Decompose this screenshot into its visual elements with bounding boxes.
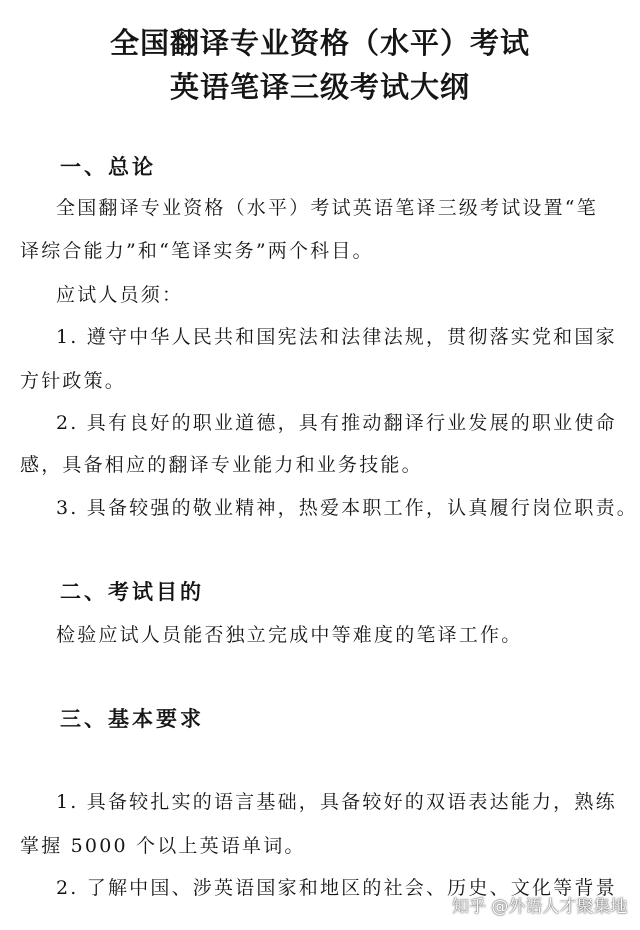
- list-item-line: 3. 具备较强的敬业精神，热爱本职工作，认真履行岗位职责。: [56, 497, 638, 519]
- section-heading-basic-requirements: 三、基本要求: [60, 707, 204, 731]
- paragraph-line: 检验应试人员能否独立完成中等难度的笔译工作。: [56, 624, 523, 646]
- list-item-line: 1. 具备较扎实的语言基础，具备较好的双语表达能力，熟练: [56, 791, 617, 813]
- paragraph-line: 译综合能力”和“笔译实务”两个科目。: [20, 240, 374, 262]
- document-title-line-1: 全国翻译专业资格（水平）考试: [109, 26, 530, 60]
- list-item-line: 2. 具有良好的职业道德，具有推动翻译行业发展的职业使命: [56, 412, 617, 434]
- watermark: 知乎 @外语人才聚集地: [452, 897, 628, 917]
- document-title-line-2: 英语笔译三级考试大纲: [169, 70, 470, 104]
- section-heading-exam-purpose: 二、考试目的: [60, 580, 204, 604]
- paragraph-line: 全国翻译专业资格（水平）考试英语笔译三级考试设置“笔: [56, 197, 598, 219]
- paragraph-line: 应试人员须：: [56, 284, 184, 306]
- list-item-line: 1. 遵守中华人民共和国宪法和法律法规，贯彻落实党和国家: [56, 326, 617, 348]
- section-heading-general: 一、总论: [60, 155, 156, 179]
- list-item-line: 方针政策。: [20, 370, 127, 392]
- list-item-line: 2. 了解中国、涉英语国家和地区的社会、历史、文化等背景: [56, 877, 617, 899]
- list-item-line: 掌握 5000 个以上英语单词。: [20, 835, 306, 857]
- list-item-line: 感，具备相应的翻译专业能力和业务技能。: [20, 454, 423, 476]
